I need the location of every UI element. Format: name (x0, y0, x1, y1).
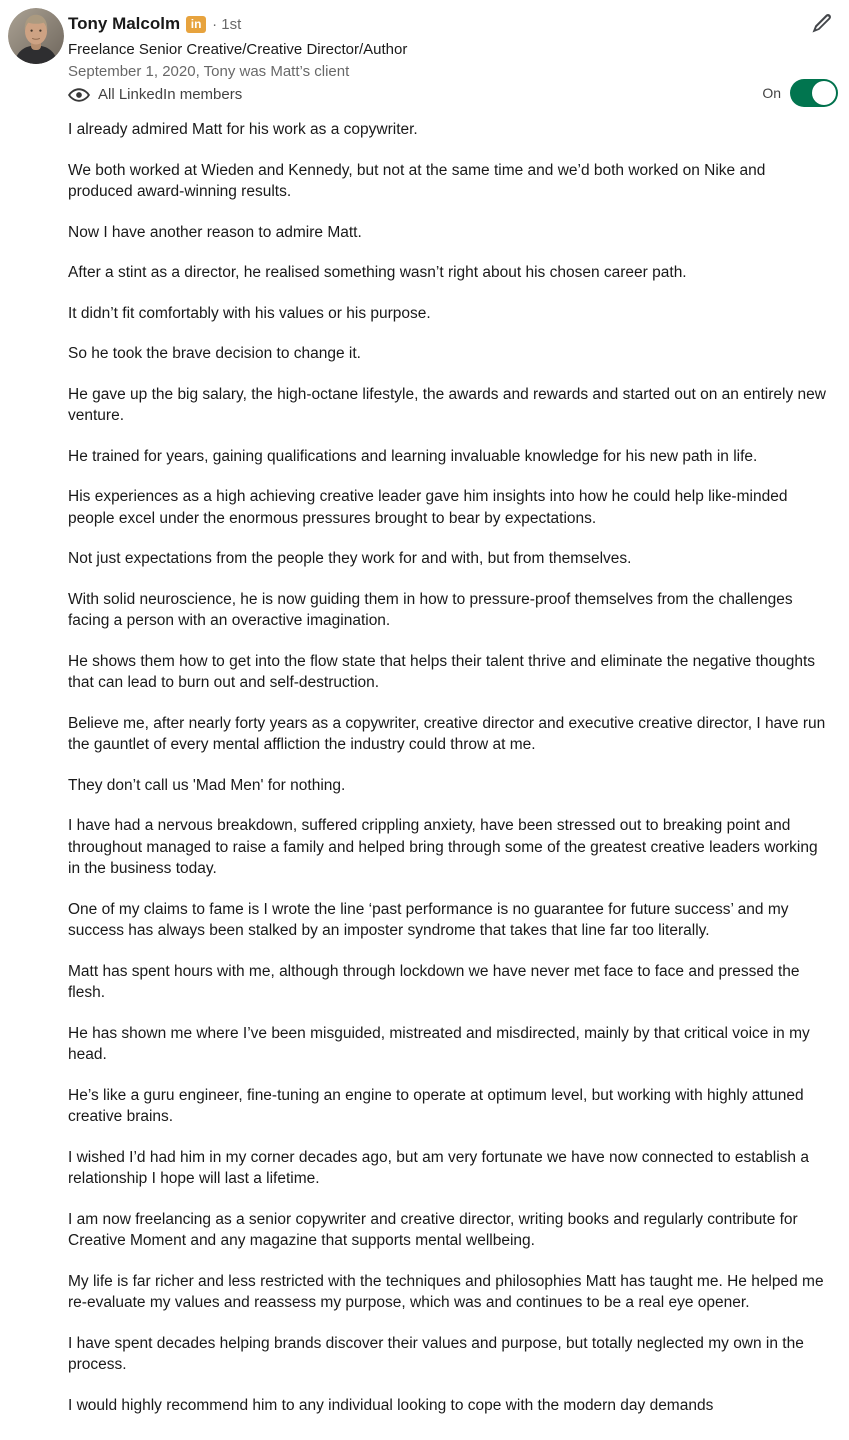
visibility-row (68, 84, 242, 105)
linkedin-premium-badge-icon: in (186, 16, 206, 33)
recommendation-paragraph: Not just expectations from the people they work for and with, but from themselves. (68, 550, 632, 567)
recommendation-paragraph: With solid neuroscience, he is now guiding them in how to pressure-proof themselves from the challenges facing a person with an overactive imagination. (68, 590, 793, 629)
recommendation-paragraph: He’s like a guru engineer, fine-tuning an engine to operate at optimum level, but working with highly attuned creative brains. (68, 1086, 804, 1125)
recommendation-paragraph: He shows them how to get into the flow state that helps their talent thrive and eliminate the negative thoughts that can lead to burn out and self-destruction. (68, 652, 816, 691)
recommendation-paragraph: I have spent decades helping brands discover their values and purpose, but totally neglected my own in the process. (68, 1334, 804, 1373)
recommendation-paragraph: I have had a nervous breakdown, suffered crippling anxiety, have been stressed out to breaking point and throughout managed to raise a family and helped bring through some of the greatest creative leaders working in the business today. (68, 817, 818, 877)
recommendation-paragraph: I am now freelancing as a senior copywriter and creative director, writing books and regularly contribute for Creative Moment and any magazine that supports mental wellbeing. (68, 1210, 798, 1249)
recommendation-paragraph: It didn’t fit comfortably with his values or his purpose. (68, 304, 431, 322)
toggle-knob (812, 81, 836, 105)
visibility-toggle-row (762, 79, 838, 107)
avatar[interactable] (8, 8, 64, 64)
author-name[interactable]: Tony Malcolm (68, 14, 181, 33)
avatar-photo (8, 8, 64, 64)
author-name-row (68, 13, 241, 35)
recommendation-paragraph: After a stint as a director, he realised something wasn’t right about his chosen career path. (68, 264, 687, 281)
recommendation-paragraph: My life is far richer and less restricted with the techniques and philosophies Matt has taught me. He helped me re-evaluate my values and reassess my purpose, which was and continues to be a real eye opener. (68, 1272, 824, 1311)
recommendation-paragraph: He trained for years, gaining qualifications and learning invaluable knowledge for his new path in life. (68, 447, 758, 465)
toggle-state-label: On (762, 85, 781, 101)
visibility-toggle[interactable] (790, 79, 838, 107)
recommendation-paragraph: So he took the brave decision to change it. (68, 345, 361, 362)
recommendation-paragraph: They don’t call us 'Mad Men' for nothing. (68, 776, 346, 794)
edit-pencil-icon (809, 12, 833, 36)
recommendation-paragraph: I already admired Matt for his work as a copywriter. (68, 121, 418, 138)
recommendation-paragraph: Matt has spent hours with me, although through lockdown we have never met face to face and pressed the flesh. (68, 962, 800, 1001)
recommendation-paragraph: I would highly recommend him to any individual looking to cope with the modern day demands (68, 1396, 714, 1414)
author-headline: Freelance Senior Creative/Creative Director/Author (68, 41, 408, 58)
recommendation-paragraph: His experiences as a high achieving creative leader gave him insights into how he could help like-minded people excel under the enormous pressures brought to bear by expectations. (68, 488, 788, 527)
recommendation-paragraph: I wished I’d had him in my corner decades ago, but am very fortunate we have now connected to establish a relationship I hope will last a lifetime. (68, 1148, 809, 1187)
edit-pencil-button[interactable] (809, 12, 833, 36)
recommendation-meta: September 1, 2020, Tony was Matt’s client (68, 63, 350, 80)
recommendation-paragraph: One of my claims to fame is I wrote the line ‘past performance is no guarantee for future success’ and my success has always been stalked by an imposter syndrome that takes that line far too literally. (68, 900, 789, 939)
visibility-label: All LinkedIn members (98, 86, 243, 103)
recommendation-paragraph: He gave up the big salary, the high-octane lifestyle, the awards and rewards and started out on an entirely new venture. (68, 385, 826, 424)
recommendation-paragraph: Believe me, after nearly forty years as a copywriter, creative director and executive creative director, I have run the gauntlet of every mental affliction the industry could throw at me. (68, 714, 826, 753)
recommendation-text (68, 119, 832, 1435)
recommendation-paragraph: We both worked at Wieden and Kennedy, but not at the same time and we’d both worked on Nike and produced award-winning results. (68, 161, 766, 200)
recommendation-paragraph: Now I have another reason to admire Matt. (68, 223, 362, 241)
connection-degree: · 1st (212, 15, 242, 33)
recommendation-paragraph: He has shown me where I’ve been misguided, mistreated and misdirected, mainly by that critical voice in my head. (68, 1024, 810, 1063)
eye-icon (68, 88, 90, 102)
